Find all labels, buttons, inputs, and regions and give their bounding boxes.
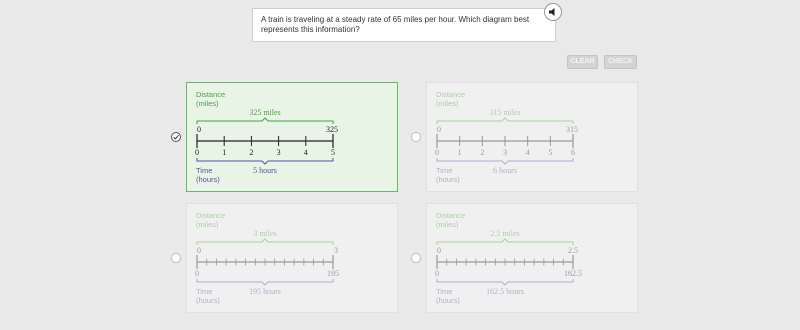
time-unit-label: (hours) (436, 296, 460, 305)
checkmark-icon (171, 132, 181, 142)
time-brace-label: 162.5 hours (486, 287, 524, 296)
distance-brace (437, 118, 573, 124)
speaker-button[interactable] (544, 3, 562, 21)
tick-label: 4 (525, 148, 530, 157)
question-prompt (252, 8, 556, 42)
tick-label: 2 (249, 148, 254, 157)
tape-diagram (427, 83, 639, 193)
option-d-radio[interactable] (411, 253, 421, 263)
time-brace-label: 6 hours (493, 166, 517, 175)
tick-label: 0 (435, 148, 439, 157)
time-unit-label: (hours) (196, 175, 220, 184)
tick-label: 5 (331, 148, 335, 157)
question-text: A train is traveling at a steady rate of 65 miles per hour. Which diagram best represents this information? (261, 15, 530, 34)
distance-unit-label: (miles) (196, 220, 219, 229)
distance-brace (437, 239, 573, 245)
option-c-radio[interactable] (171, 253, 181, 263)
tick-label: 1 (457, 148, 462, 157)
distance-brace (197, 118, 333, 124)
distance-unit-label: (miles) (436, 220, 459, 229)
tick-label: 4 (303, 148, 308, 157)
tick-label: 2 (480, 148, 485, 157)
speaker-icon (545, 4, 561, 20)
distance-unit-label: (miles) (196, 99, 219, 108)
time-brace (197, 158, 333, 164)
option-b-card[interactable] (426, 82, 638, 192)
option-a-radio[interactable] (171, 132, 181, 142)
option-d-card[interactable] (426, 203, 638, 313)
distance-start-value: 0 (197, 246, 201, 255)
time-brace-label: 195 hours (249, 287, 281, 296)
tick-label: 195 (327, 269, 339, 278)
distance-brace-label: 315 miles (489, 108, 521, 117)
tick-label: 0 (195, 269, 199, 278)
distance-brace-label: 325 miles (249, 108, 281, 117)
distance-end-value: 3 (334, 246, 338, 255)
time-label: Time (196, 287, 213, 296)
distance-start-value: 0 (197, 125, 201, 134)
clear-button[interactable]: CLEAR (567, 55, 598, 69)
distance-end-value: 2.5 (568, 246, 578, 255)
distance-label: Distance (436, 211, 466, 220)
time-brace (437, 279, 573, 285)
distance-unit-label: (miles) (436, 99, 459, 108)
distance-start-value: 0 (437, 246, 441, 255)
tick-label: 3 (503, 148, 507, 157)
distance-label: Distance (196, 90, 226, 99)
option-b-radio[interactable] (411, 132, 421, 142)
tape-diagram (187, 204, 399, 314)
distance-brace-label: 3 miles (253, 229, 277, 238)
tape-diagram (427, 204, 639, 314)
option-c-card[interactable] (186, 203, 398, 313)
time-label: Time (436, 287, 453, 296)
distance-label: Distance (196, 211, 226, 220)
distance-brace-label: 2.5 miles (490, 229, 520, 238)
option-a-card[interactable] (186, 82, 398, 192)
time-label: Time (436, 166, 453, 175)
distance-brace (197, 239, 333, 245)
time-brace (197, 279, 333, 285)
time-label: Time (196, 166, 213, 175)
tick-label: 3 (276, 148, 281, 157)
time-unit-label: (hours) (196, 296, 220, 305)
time-unit-label: (hours) (436, 175, 460, 184)
tick-label: 162.5 (564, 269, 582, 278)
time-brace (437, 158, 573, 164)
tick-label: 0 (435, 269, 439, 278)
tape-diagram (187, 83, 399, 193)
tick-label: 0 (195, 148, 199, 157)
distance-start-value: 0 (437, 125, 441, 134)
check-button[interactable]: CHECK (604, 55, 637, 69)
distance-label: Distance (436, 90, 466, 99)
tick-label: 5 (548, 148, 553, 157)
distance-end-value: 315 (566, 125, 578, 134)
tick-label: 6 (571, 148, 575, 157)
distance-end-value: 325 (326, 125, 338, 134)
tick-label: 1 (222, 148, 227, 157)
time-brace-label: 5 hours (253, 166, 277, 175)
